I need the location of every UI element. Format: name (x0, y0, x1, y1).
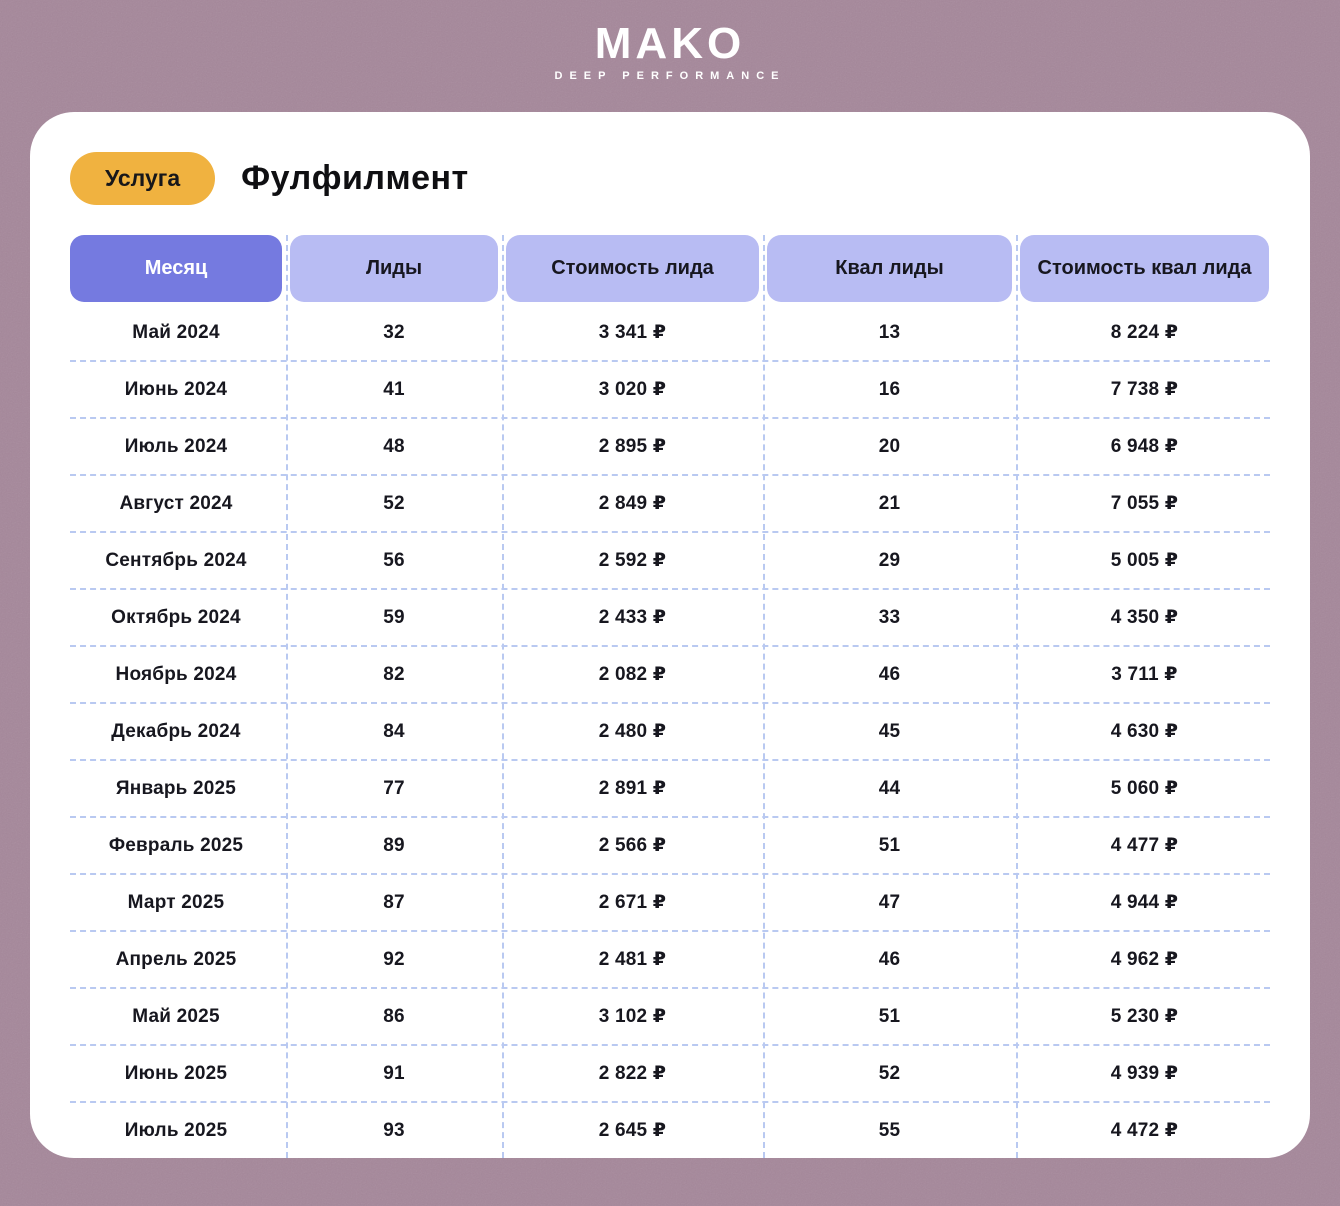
qual-leads-cell: 16 (878, 378, 901, 400)
qual-leads-cell: 13 (878, 321, 901, 343)
table-row (70, 989, 1270, 1046)
leads-cell: 52 (383, 492, 405, 514)
cost-per-lead-cell: 2 891 ₽ (598, 778, 667, 799)
card-header (70, 152, 1270, 205)
column-header-leads: Лиды (290, 235, 498, 302)
report-card (30, 112, 1310, 1158)
cost-per-lead-cell: 2 895 ₽ (598, 436, 667, 457)
table-row (70, 761, 1270, 818)
cost-per-qual-lead-cell: 7 055 ₽ (1110, 493, 1179, 514)
column-header-cost-per-lead: Стоимость лида (506, 235, 759, 302)
cost-per-qual-lead-cell: 7 738 ₽ (1110, 379, 1179, 400)
cost-per-lead-cell: 3 102 ₽ (598, 1006, 667, 1027)
leads-cell: 86 (383, 1005, 405, 1027)
table-row (70, 875, 1270, 932)
qual-leads-cell: 51 (878, 834, 901, 856)
month-cell: Апрель 2025 (115, 948, 237, 970)
leads-cell: 32 (383, 321, 405, 343)
table-row (70, 932, 1270, 989)
leads-cell: 41 (383, 378, 405, 400)
month-cell: Март 2025 (127, 891, 225, 913)
table-row (70, 533, 1270, 590)
cost-per-lead-cell: 2 082 ₽ (598, 664, 667, 685)
cost-per-qual-lead-cell: 4 962 ₽ (1110, 949, 1179, 970)
cost-per-lead-cell: 2 849 ₽ (598, 493, 667, 514)
column-header-month: Месяц (70, 235, 282, 302)
qual-leads-cell: 21 (878, 492, 901, 514)
cost-per-lead-cell: 2 481 ₽ (598, 949, 667, 970)
month-cell: Сентябрь 2024 (105, 549, 247, 571)
cost-per-lead-cell: 2 592 ₽ (598, 550, 667, 571)
table-row (70, 362, 1270, 419)
month-cell: Август 2024 (119, 492, 233, 514)
month-cell: Октябрь 2024 (111, 606, 241, 628)
month-cell: Февраль 2025 (108, 834, 244, 856)
qual-leads-cell: 46 (878, 948, 901, 970)
qual-leads-cell: 45 (878, 720, 901, 742)
month-cell: Май 2024 (132, 321, 220, 343)
cost-per-lead-cell: 3 341 ₽ (598, 322, 667, 343)
leads-cell: 93 (383, 1119, 405, 1141)
table-row (70, 1103, 1270, 1158)
table-row (70, 1046, 1270, 1103)
logo-tagline: DEEP PERFORMANCE (554, 70, 786, 82)
month-cell: Январь 2025 (115, 777, 237, 799)
qual-leads-cell: 33 (878, 606, 901, 628)
table-body (70, 305, 1270, 1158)
qual-leads-cell: 55 (878, 1119, 901, 1141)
logo-brand-text: MAKO (594, 19, 746, 68)
cost-per-qual-lead-cell: 4 630 ₽ (1110, 721, 1179, 742)
table-row (70, 419, 1270, 476)
service-badge: Услуга (70, 152, 215, 205)
cost-per-lead-cell: 3 020 ₽ (598, 379, 667, 400)
table-row (70, 704, 1270, 761)
leads-cell: 92 (383, 948, 405, 970)
table-header (70, 235, 1270, 302)
table-row (70, 647, 1270, 704)
table-row (70, 590, 1270, 647)
cost-per-qual-lead-cell: 5 005 ₽ (1110, 550, 1179, 571)
qual-leads-cell: 20 (878, 435, 901, 457)
column-header-cost-per-qual-lead: Стоимость квал лида (1020, 235, 1269, 302)
qual-leads-cell: 51 (878, 1005, 901, 1027)
cost-per-qual-lead-cell: 6 948 ₽ (1110, 436, 1179, 457)
qual-leads-cell: 29 (878, 549, 901, 571)
cost-per-lead-cell: 2 671 ₽ (598, 892, 667, 913)
page-title: Фулфилмент (241, 159, 469, 197)
month-cell: Ноябрь 2024 (115, 663, 237, 685)
month-cell: Июнь 2024 (124, 378, 228, 400)
cost-per-lead-cell: 2 480 ₽ (598, 721, 667, 742)
leads-cell: 59 (383, 606, 405, 628)
cost-per-qual-lead-cell: 5 060 ₽ (1110, 778, 1179, 799)
cost-per-lead-cell: 2 822 ₽ (598, 1063, 667, 1084)
month-cell: Июнь 2025 (124, 1062, 228, 1084)
cost-per-lead-cell: 2 645 ₽ (598, 1120, 667, 1141)
month-cell: Июль 2024 (124, 435, 228, 457)
cost-per-qual-lead-cell: 5 230 ₽ (1110, 1006, 1179, 1027)
table-row (70, 305, 1270, 362)
qual-leads-cell: 44 (878, 777, 901, 799)
leads-cell: 48 (383, 435, 405, 457)
leads-cell: 84 (383, 720, 405, 742)
leads-cell: 56 (383, 549, 405, 571)
cost-per-qual-lead-cell: 4 472 ₽ (1110, 1120, 1179, 1141)
qual-leads-cell: 47 (878, 891, 901, 913)
month-cell: Декабрь 2024 (111, 720, 241, 742)
month-cell: Июль 2025 (124, 1119, 228, 1141)
cost-per-qual-lead-cell: 4 939 ₽ (1110, 1063, 1179, 1084)
leads-cell: 87 (383, 891, 405, 913)
cost-per-qual-lead-cell: 4 477 ₽ (1110, 835, 1179, 856)
qual-leads-cell: 52 (878, 1062, 901, 1084)
cost-per-qual-lead-cell: 4 944 ₽ (1110, 892, 1179, 913)
leads-cell: 91 (383, 1062, 405, 1084)
leads-cell: 77 (383, 777, 405, 799)
column-header-qual-leads: Квал лиды (767, 235, 1012, 302)
cost-per-qual-lead-cell: 3 711 ₽ (1111, 664, 1178, 685)
table-row (70, 476, 1270, 533)
cost-per-qual-lead-cell: 4 350 ₽ (1110, 607, 1179, 628)
table-row (70, 818, 1270, 875)
metrics-table (70, 235, 1270, 1158)
cost-per-lead-cell: 2 433 ₽ (598, 607, 667, 628)
qual-leads-cell: 46 (878, 663, 901, 685)
leads-cell: 82 (383, 663, 405, 685)
month-cell: Май 2025 (132, 1005, 220, 1027)
cost-per-lead-cell: 2 566 ₽ (598, 835, 667, 856)
cost-per-qual-lead-cell: 8 224 ₽ (1110, 322, 1179, 343)
leads-cell: 89 (383, 834, 405, 856)
logo (0, 19, 1340, 82)
